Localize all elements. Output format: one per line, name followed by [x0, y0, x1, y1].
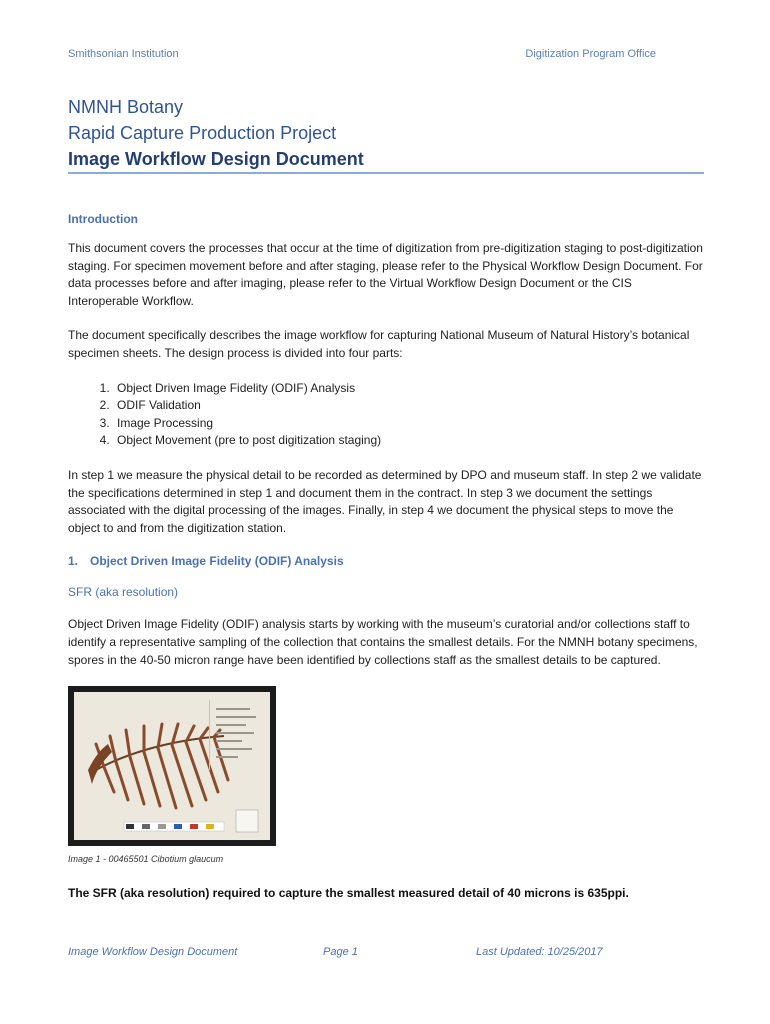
title-line-1: NMNH Botany — [68, 97, 184, 117]
label-text-line — [216, 708, 250, 710]
label-text-line — [216, 716, 256, 718]
section-1-number: 1. — [68, 554, 79, 569]
header-organization: Smithsonian Institution — [68, 48, 179, 60]
sfr-conclusion: The SFR (aka resolution) required to capture the smallest measured detail of 40 microns is 635ppi. — [68, 886, 629, 901]
specimen-label — [209, 700, 262, 770]
specimen-image — [68, 686, 276, 846]
label-text-line — [216, 740, 242, 742]
image-caption: Image 1 - 00465501 Cibotium glaucum — [68, 854, 224, 865]
label-text-line — [216, 748, 252, 750]
intro-paragraph-1: This document covers the processes that occur at the time of digitization from pre-digitization staging to post-digitization staging. For specimen movement before and after staging, please refer to the Physical Workflow Design Document. For data processes before and after imaging, please refer to the Virtual Workflow Design Document or the CIS Interoperable Workflow. — [68, 241, 703, 308]
steps-list — [68, 380, 704, 450]
title-divider — [68, 172, 704, 174]
intro-paragraph-3: In step 1 we measure the physical detail to be recorded as determined by DPO and museum staff. In step 2 we validate the specifications determined in step 1 and document them in the contract. In step 3 we document the settings associated with the digital processing of the images. Finally, in step 4 we document the physical steps to move the object to and from the digitization station. — [68, 467, 702, 535]
odif-paragraph: Object Driven Image Fidelity (ODIF) analysis starts by working with the museum’s curatorial and/or collections staff to identify a representative sampling of the collection that contains the smallest details. For the NMNH botany specimens, spores in the 40-50 micron range have been identified by collections staff as the smallest details to be captured. — [68, 617, 698, 667]
step-item-2: 2. ODIF Validation — [113, 397, 704, 415]
title-line-2: Rapid Capture Production Project — [68, 123, 337, 143]
sfr-subheading: SFR (aka resolution) — [68, 585, 179, 600]
step-item-4: 4. Object Movement (pre to post digitization staging) — [113, 432, 704, 450]
document-title: Image Workflow Design Document — [68, 149, 364, 169]
label-text-line — [216, 724, 246, 726]
footer-last-updated: Last Updated: 10/25/2017 — [476, 946, 603, 958]
intro-paragraph-2: The document specifically describes the image workflow for capturing National Museum of Natural History’s botanical specimen sheets. The design process is divided into four parts: — [68, 328, 690, 360]
label-text-line — [216, 756, 238, 758]
title-block — [68, 94, 704, 172]
footer-page-number: Page 1 — [323, 946, 358, 958]
step-item-3: 3. Image Processing — [113, 415, 704, 433]
intro-heading: Introduction — [68, 212, 138, 226]
header-office: Digitization Program Office — [525, 48, 656, 60]
section-1-title: Object Driven Image Fidelity (ODIF) Analysis — [90, 554, 344, 569]
footer-document-name: Image Workflow Design Document — [68, 946, 238, 958]
section-1-heading — [68, 554, 704, 568]
step-item-1: 1. Object Driven Image Fidelity (ODIF) Analysis — [113, 380, 704, 398]
document-body — [68, 212, 704, 900]
label-text-line — [216, 732, 254, 734]
herbarium-sheet — [74, 692, 270, 840]
